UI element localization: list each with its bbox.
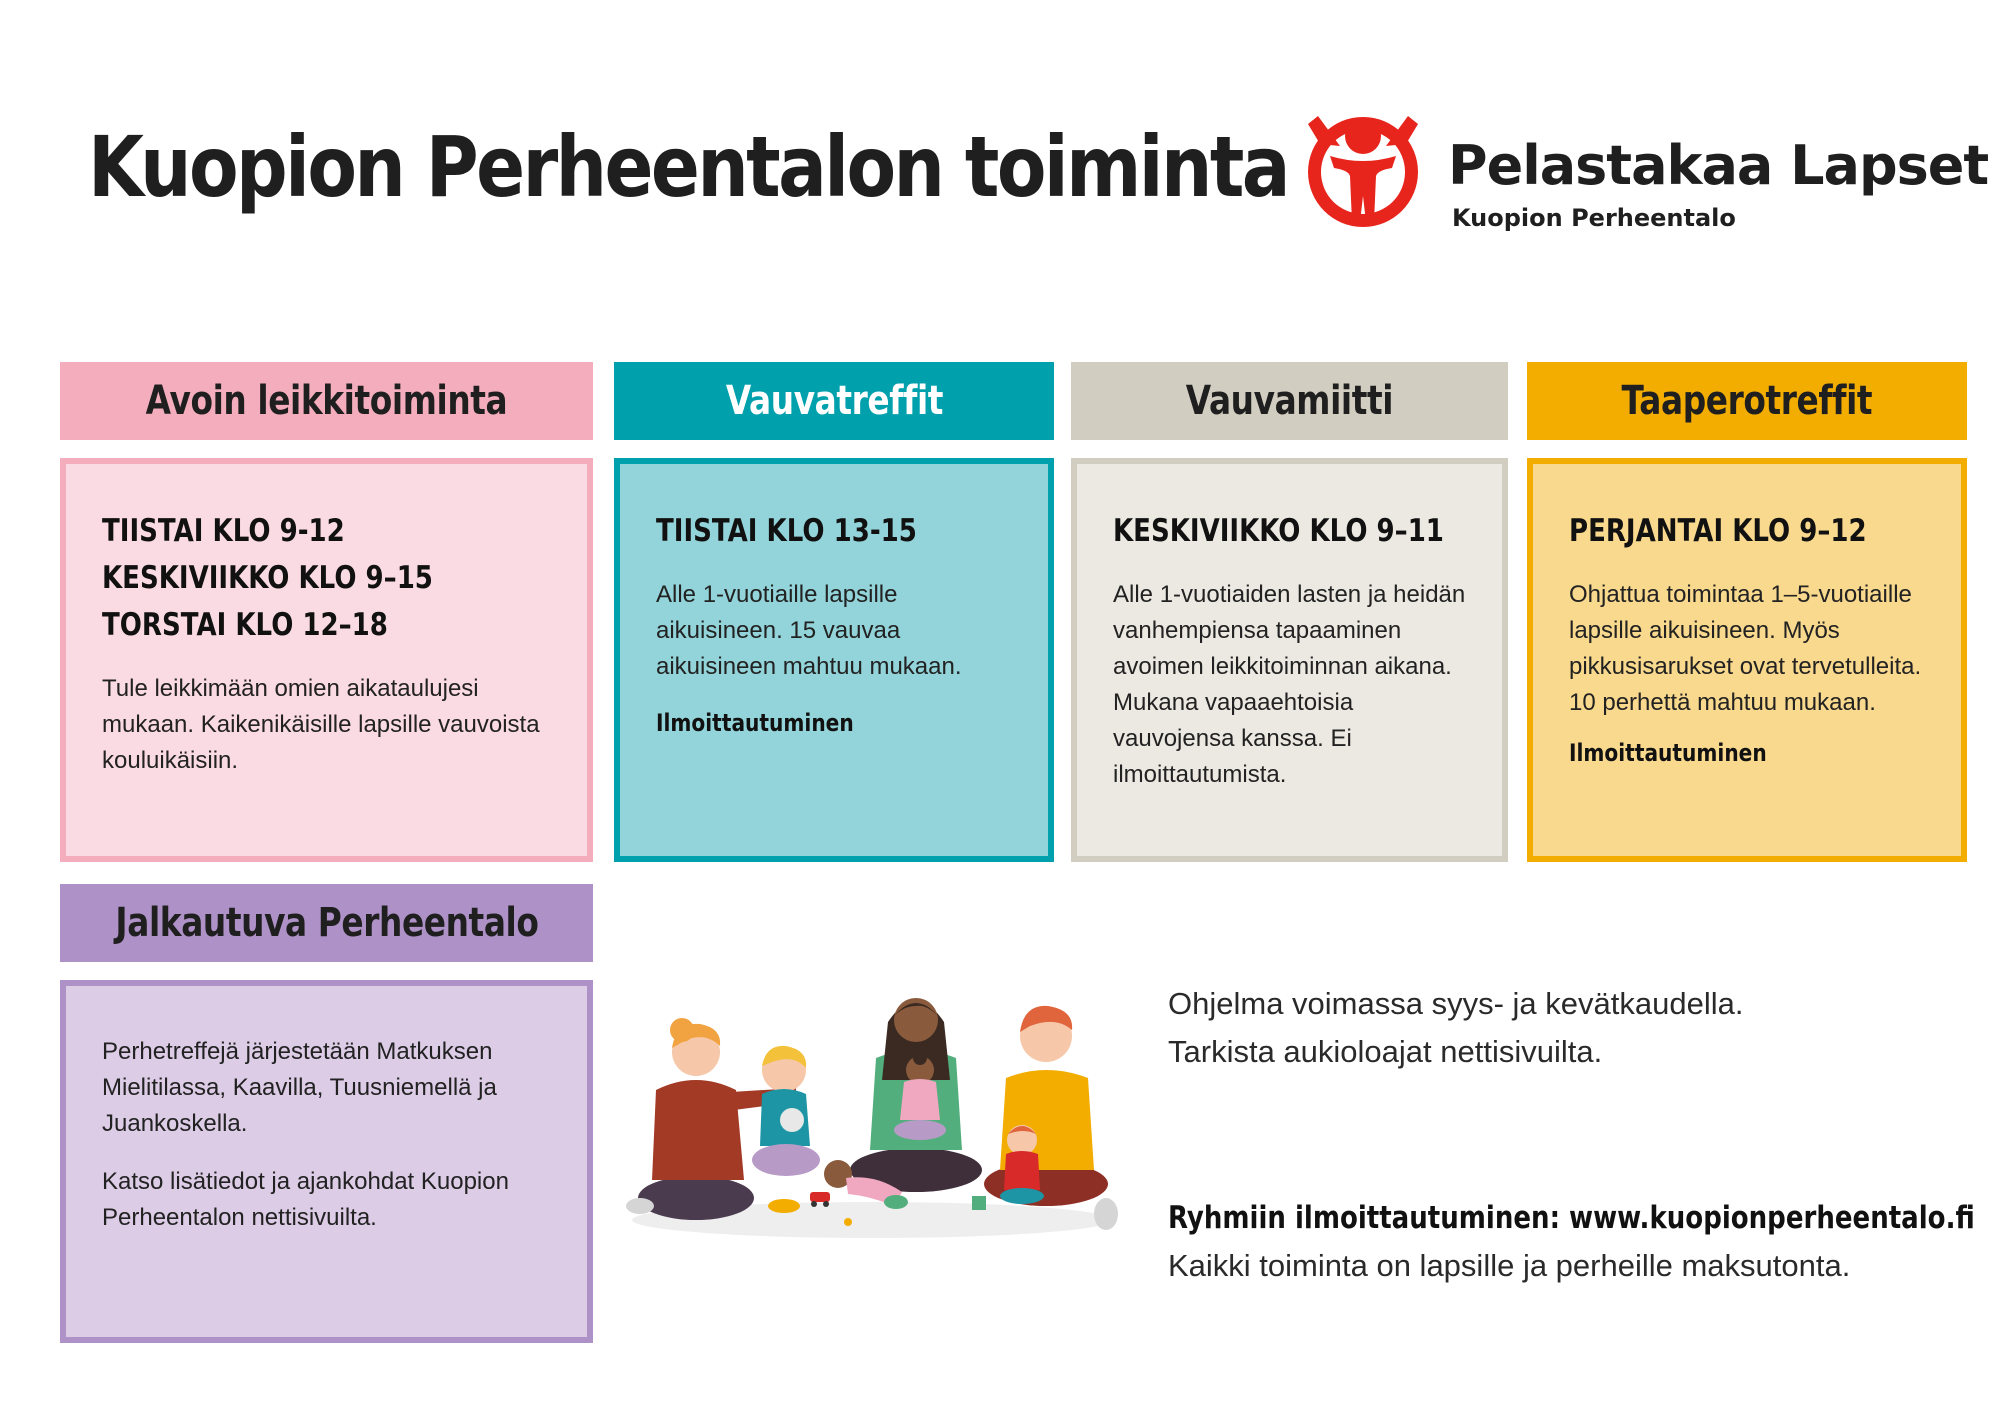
schedule-line: KESKIVIIKKO KLO 9–11	[1113, 513, 1444, 549]
brand-subtitle: Kuopion Perheentalo	[1452, 204, 1736, 232]
schedule-line: KESKIVIIKKO KLO 9–15	[102, 560, 433, 596]
schedule-vauvamiitti	[1113, 508, 1444, 555]
schedule-line: PERJANTAI KLO 9–12	[1569, 513, 1867, 549]
heading-taaperotreffit-label: Taaperotreffit	[1621, 378, 1873, 424]
schedule-line: TORSTAI KLO 12–18	[102, 607, 388, 643]
page-title: Kuopion Perheentalon toiminta	[88, 118, 1288, 216]
info-season	[1168, 980, 1743, 1076]
description-taaperotreffit: Ohjattua toimintaa 1–5-vuotiaille lapsille aikuisineen. Myös pikkusisarukset ovat tervetulleita. 10 perhettä mahtuu mukaan.	[1569, 581, 1922, 716]
info-registration	[1168, 1194, 2000, 1290]
description-avoin: Tule leikkimään omien aikataulujesi mukaan. Kaikenikäisille lapsille vauvoista kouluikäisiin.	[102, 675, 540, 774]
description-vauvamiitti: Alle 1-vuotiaiden lasten ja heidän vanhempiensa tapaaminen avoimen leikkitoiminnan aikana. Mukana vapaaehtoisia vauvojensa kanssa. Ei ilmoittautumista.	[1113, 581, 1466, 788]
heading-vauvamiitti	[1071, 362, 1508, 440]
schedule-line: TIISTAI KLO 13-15	[656, 513, 917, 549]
schedule-taaperotreffit	[1569, 508, 1873, 555]
card-vauvamiitti	[1071, 458, 1508, 862]
heading-jalkautuva	[60, 884, 593, 962]
description-jalkautuva-2: Katso lisätiedot ja ajankohdat Kuopion Perheentalon nettisivuilta.	[102, 1168, 509, 1231]
description-vauvatreffit: Alle 1-vuotiaille lapsille aikuisineen. 15 vauvaa aikuisineen mahtuu mukaan.	[656, 581, 962, 680]
heading-jalkautuva-label: Jalkautuva Perheentalo	[114, 900, 539, 946]
registration-link-vauvatreffit[interactable]: Ilmoittautuminen	[656, 709, 854, 737]
family-illustration	[626, 970, 1118, 1250]
heading-vauvatreffit-label: Vauvatreffit	[725, 378, 943, 424]
info-free-note: Kaikki toiminta on lapsille ja perheille maksutonta.	[1168, 1248, 1851, 1283]
schedule-line: TIISTAI KLO 9-12	[102, 513, 345, 549]
card-jalkautuva	[60, 980, 593, 1343]
description-jalkautuva-1: Perhetreffejä järjestetään Matkuksen Mielitilassa, Kaavilla, Tuusniemellä ja Juankoskella.	[102, 1038, 497, 1137]
child-figure-icon	[1300, 104, 1430, 234]
brand-name: Pelastakaa Lapset	[1448, 134, 1989, 197]
info-line: Ohjelma voimassa syys- ja kevätkaudella.	[1168, 986, 1744, 1021]
card-avoin	[60, 458, 593, 862]
card-taaperotreffit	[1527, 458, 1967, 862]
heading-vauvatreffit	[614, 362, 1054, 440]
registration-website[interactable]: Ryhmiin ilmoittautuminen: www.kuopionperheentalo.fi	[1168, 1200, 1975, 1236]
heading-avoin	[60, 362, 593, 440]
adult-figure	[850, 998, 982, 1192]
heading-avoin-label: Avoin leikkitoiminta	[145, 378, 508, 424]
heading-taaperotreffit	[1527, 362, 1967, 440]
brand-logo	[1300, 104, 1989, 244]
registration-link-taaperotreffit[interactable]: Ilmoittautuminen	[1569, 739, 1767, 767]
child-figure	[752, 1046, 820, 1176]
schedule-vauvatreffit	[656, 508, 960, 555]
heading-vauvamiitti-label: Vauvamiitti	[1185, 378, 1394, 424]
info-line: Tarkista aukioloajat nettisivuilta.	[1168, 1034, 1603, 1069]
card-vauvatreffit	[614, 458, 1054, 862]
schedule-avoin	[102, 508, 484, 649]
